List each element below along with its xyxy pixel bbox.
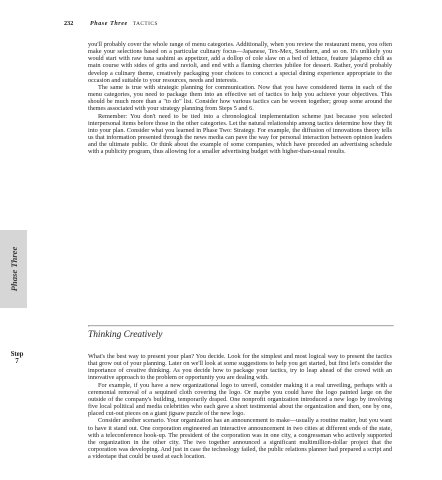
step-number: 7: [15, 357, 19, 365]
header-section-label: Phase Three: [90, 21, 128, 27]
step-word: Step: [10, 351, 24, 358]
step-marker: [0, 351, 34, 365]
page-number: 232: [64, 20, 74, 27]
body-text-top: [88, 41, 392, 156]
section-divider: [88, 325, 394, 327]
paragraph: The same is true with strategic planning for communication. Now that you have considered items in each of the menu categories, you need to package them into an effective set of tactics to help you achieve your objectives. This should be much more than a "to do" list. Consider how various tactics can be woven together; group some around the themes associated with your strategy planning from Steps 5 and 6.: [88, 83, 392, 113]
paragraph: What's the best way to present your plan? You decide. Look for the simplest and most logical way to present the tactics that grow out of your planning. Later on we'll look at some suggestions to help you get started, but first let's consider the importance of creative thinking. As you decide how to package your tactics, try to leap ahead of the crowd with an innovative approach to the problem or opportunity you are dealing with.: [88, 353, 392, 382]
body-text-bottom: [88, 353, 392, 460]
paragraph: Remember: You don't need to be tied into a chronological implementation scheme just because you selected interpersonal items before those in the other categories. Let the natural relationship among tactics determine how they fit into your plan. Consider what you learned in Phase Two: Strategy. For example, the diffusion of innovations theory tells us that information presented through the news media can pave the way for personal interaction between opinion leaders and the ultimate public. Or think about the example of some companies, which have preceded an advertising schedule with a publicity program, thus allowing for a smaller advertising budget with higher-than-usual results.: [88, 112, 392, 156]
phase-side-tab: [0, 230, 27, 308]
header-chapter-label: TACTICS: [132, 21, 158, 27]
running-header: [64, 20, 394, 30]
section-heading: Thinking Creatively: [88, 330, 163, 340]
paragraph: For example, if you have a new organizational logo to unveil, consider making it a real unveiling, perhaps with a ceremonial removal of a sequined cloth covering the logo. Or maybe you could have the logo painted large on the outside of the company's building, temporarily draped. One nonprofit organization introduced a new logo by involving five local political and media celebrities who each gave a short testimonial about the organization and then, one by one, placed cut-out pieces on a giant jigsaw puzzle of the new logo.: [88, 381, 392, 418]
side-tab-label: Phase Three: [8, 246, 19, 292]
paragraph: you'll probably cover the whole range of menu categories. Additionally, when you review the restaurant menu, you often make your selections based on a particular culinary focus—Japanese, Tex-Mex, Southern, and so on. It's unlikely you would start with raw tuna sashimi as appetizer, add a dollop of cole slaw on a bed of lettuce, feature jalapeno chili as main course with sides of grits and ravioli, and end with a flaming cherries jubilee for dessert. Rather, you'd probably develop a culinary theme, creatively packaging your choices to concoct a special dining experience appropriate to the occasion and suitable to your resources, needs and interests.: [88, 41, 392, 84]
paragraph: Consider another scenario. Your organization has an announcement to make—usually a routine matter, but you want to have it stand out. One corporation engineered an interactive announcement in two cities at different ends of the state, with a teleconference hook-up. The president of the corporation was in one city, a congressman who actively supported the organization in the other city. The two together announced a significant multimillion-dollar project that the corporation was developing. And just in case the technology failed, the public relations planner had prepared a script and a videotape that could be used at each location.: [88, 417, 392, 461]
